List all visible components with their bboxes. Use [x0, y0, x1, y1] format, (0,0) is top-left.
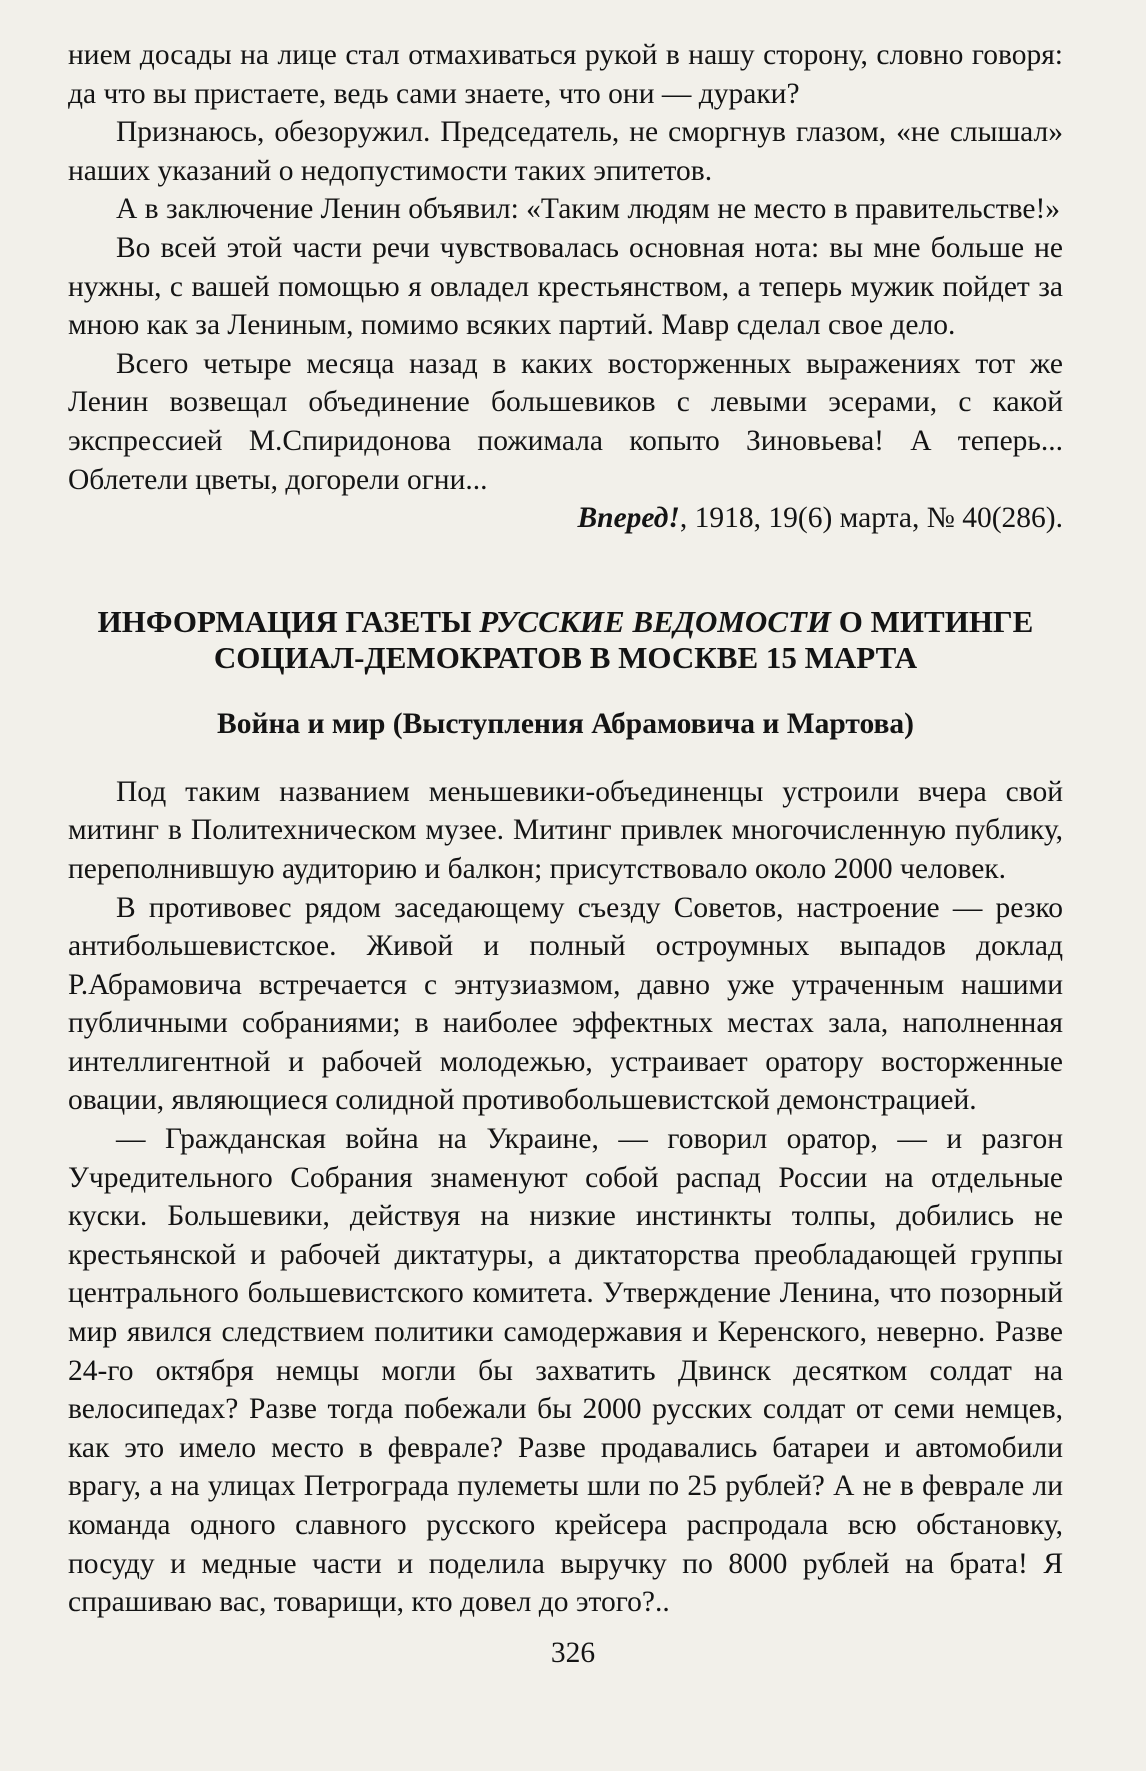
source-title: Вперед! — [577, 502, 680, 535]
heading-part: ИНФОРМАЦИЯ ГАЗЕТЫ — [97, 603, 480, 639]
paragraph: Всего четыре месяца назад в каких восторженных выражениях тот же Ленин возвещал объединение большевиков с левыми эсерами, с какой экспрессией М.Спиридонова пожимала копыто Зиновьева! А теперь... Облетели цветы, догорели огни... — [68, 347, 1063, 496]
paragraph: А в заключение Ленин объявил: «Таким людям не место в правительстве!» — [116, 193, 1061, 226]
paragraph: Под таким названием меньшевики-объединенцы устроили вчера свой митинг в Политехническом музее. Митинг привлек многочисленную публику, переполнившую аудиторию и балкон; присутствовало около 2000 человек. — [68, 775, 1063, 885]
newspaper-name: РУССКИЕ ВЕДОМОСТИ — [479, 603, 832, 639]
article-subheading: Война и мир (Выступления Абрамовича и Мартова) — [217, 707, 914, 740]
paragraph: Во всей этой части речи чувствовалась основная нота: вы мне больше не нужны, с вашей помощью я овладел крестьянством, а теперь мужик пойдет за мною как за Лениным, помимо всяких партий. Мавр сделал свое дело. — [68, 231, 1063, 342]
article-heading — [68, 604, 1063, 677]
document-page — [68, 36, 1063, 1622]
paragraph: В противовес рядом заседающему съезду Советов, настроение — резко антибольшевистское. Живой и полный остроумных выпадов доклад Р.Абрамовича встречается с энтузиазмом, давно уже утраченным нашими публичными собраниями; в наиболее эффектных местах зала, наполненная интеллигентной и рабочей молодежью, устраивает оратору восторженные овации, являющиеся солидной противобольшевистской демонстрацией. — [68, 891, 1063, 1117]
paragraph: — Гражданская война на Украине, — говорил оратор, — и разгон Учредительного Собрания знаменуют собой распад России на отдельные куски. Большевики, действуя на низкие инстинкты толпы, добились не крестьянской и рабочей диктатуры, а диктаторства преобладающей группы центрального большевистского комитета. Утверждение Ленина, что позорный мир явился следствием политики самодержавия и Керенского, неверно. Разве 24-го октября немцы могли бы захватить Двинск десятком солдат на велосипедах? Разве тогда побежали бы 2000 русских солдат от семи немцев, как это имело место в феврале? Разве продавались батареи и автомобили врагу, а на улицах Петрограда пулеметы шли по 25 рублей? А не в феврале ли команда одного славного русского крейсера распродала всю обстановку, посуду и медные части и поделила выручку по 8000 рублей на брата! Я спрашиваю вас, товарищи, кто довел до этого?.. — [68, 1123, 1063, 1619]
source-details: , 1918, 19(6) марта, № 40(286). — [679, 502, 1063, 535]
page-number: 326 — [550, 1637, 596, 1669]
heading-part: О МИТИНГЕ СОЦИАЛ-ДЕМОКРАТОВ В МОСКВЕ 15 МАРТА — [213, 603, 1034, 676]
source-citation — [68, 499, 1063, 538]
paragraph: Признаюсь, обезоружил. Председатель, не сморгнув глазом, «не слышал» наших указаний о недопустимости таких эпитетов. — [68, 116, 1063, 187]
paragraph: нием досады на лице стал отмахиваться рукой в нашу сторону, словно говоря: да что вы пристаете, ведь сами знаете, что они — дураки? — [68, 39, 1063, 110]
